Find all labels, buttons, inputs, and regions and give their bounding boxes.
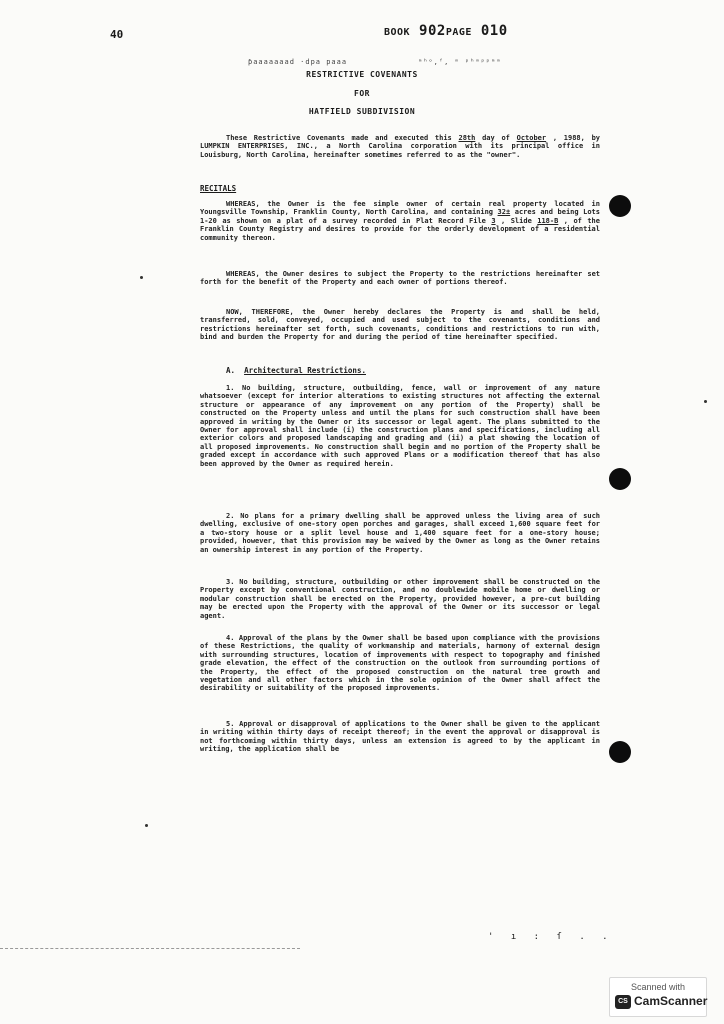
book-number: 902 [419,23,446,39]
acreage: 32± [497,208,511,217]
subdivision-name: HATFIELD SUBDIVISION [308,107,416,116]
section-a-letter: A. [226,366,236,375]
scan-edge-line [0,948,300,949]
restriction-item-2: 2. No plans for a primary dwelling shall be approved unless the living area of such dwelling, exclusive of one-story open porches and garages, shall exceed 1,600 square feet for a two-story house or a split level house and 1,400 square feet for a one-story house; provided, however, that this provision may be waived by the Owner as long as the Owner retains an ownership interest in any portion of the Property. [200,512,600,554]
scan-speck [145,824,148,827]
intro-month: October [516,134,547,142]
section-a-title: Architectural Restrictions. [244,366,366,375]
recitals-heading: RECITALS [200,184,237,193]
punch-hole-top [609,195,631,217]
restriction-item-4: 4. Approval of the plans by the Owner shall be based upon compliance with the provisions of these Restrictions, the quality of workmanship and materials, harmony of external design with surrounding structures, location of improvements with respect to topography and finished grade elevation, the effect of the construction on the outlook from surrounding portions of the Property, the effect of the proposed construction on the natural tree growth and vegetation and all other factors which in the sole opinion of the Owner shall affect the desirability or suitability of the proposed improvements. [200,634,600,693]
watermark-caption: Scanned with [630,982,686,992]
intro-text-mid: day of [475,134,517,142]
page-number: 40 [110,28,124,41]
watermark-brand: CamScanner [634,994,708,1008]
document-title: RESTRICTIVE COVENANTS [306,70,418,79]
intro-day: 28th [458,134,476,142]
intro-paragraph [200,134,600,159]
whereas-paragraph-1 [200,200,600,242]
intro-text-post: , 1988, by LUMPKIN ENTERPRISES, INC., a North Carolina corporation with its principal office in Louisburg, North Carolina, hereinafter sometimes referred to as the "owner". [200,134,601,159]
footer-marks: ' ı : ſ . . [488,932,614,942]
punch-hole-middle [609,468,631,490]
page-label: PAGE [445,27,472,38]
whereas1-text-mid1: acres and being Lots 1-20 as shown on a plat of a survey recorded in Plat Record File [200,208,600,225]
restriction-item-1: 1. No building, structure, outbuilding, fence, wall or improvement of any nature whatsoever (except for interior alterations to existing structures not affecting the external structure or appearance of any improvement on any portion of the Property) shall be constructed on the Property unless and until the plans for such construction shall have been approved in writing by the Owner or its successor or legal agent. The plans submitted to the Owner for approval shall include (i) the construction plans and specifications, including all exterior colors and proposed landscaping and grading and (ii) a plat showing the location of all proposed improvements. No construction shall begin and no portion of the Property shall be graded except in accordance with such approved Plans or a modification thereof that has also been approved by the Owner as required herein. [200,384,600,468]
plat-file: 3 [491,216,496,225]
restriction-item-3: 3. No building, structure, outbuilding or other improvement shall be constructed on the Property except by conventional construction, and no doublewide mobile home or dwelling or modular construction shall be erected on the Property, provided however, a pre-cut building may be erected upon the Property with the approval of the Owner or its successor or legal agent. [200,578,600,620]
whereas-paragraph-2: WHEREAS, the Owner desires to subject the Property to the restrictions hereinafter set forth for the benefit of the Property and each owner of portions thereof. [200,270,600,287]
scan-speck [140,276,143,279]
punch-hole-bottom [609,741,631,763]
restriction-item-5: 5. Approval or disapproval of applications to the Owner shall be given to the applicant in writing within thirty days of receipt thereof; in the event the approval or disapproval is not forthcoming within thirty days, unless an extension is agreed to by the applicant in writing, the application shall be [200,720,600,754]
page-ref: 010 [480,23,508,39]
faint-text-left: ƥaaaaaaad ·dpa paaa [248,58,348,66]
now-therefore-paragraph: NOW, THEREFORE, the Owner hereby declares the Property is and shall be held, transferred, sold, conveyed, occupied and used subject to the covenants, conditions and restrictions hereinafter set forth, such covenants, conditions and restrictions to run with, bind and burden the Property for and during the period of time hereinafter specified. [200,308,600,342]
intro-text: These Restrictive Covenants made and executed this [226,134,459,142]
faint-text-right: ᵐʰᵒ,ᶠ, ᵐ ᵖʰᵐᵖᵖᵐᵐ [418,58,502,66]
book-label: BOOK [384,27,411,38]
whereas1-text: WHEREAS, the Owner is the fee simple owner of certain real property located in Youngsville Township, Franklin County, North Carolina, and containing [200,200,600,217]
book-reference [384,23,508,39]
title-for: FOR [354,89,370,98]
whereas1-text-mid2: , Slide [495,216,538,225]
whereas1-text-post: , of the Franklin County Registry and desires to provide for the orderly development of a residential community thereon. [200,216,600,242]
camscanner-logo-icon: CS [615,995,631,1009]
camscanner-watermark [609,977,707,1017]
section-a-heading [226,366,366,375]
scan-speck [704,400,707,403]
plat-slide: 118-B [537,216,559,225]
